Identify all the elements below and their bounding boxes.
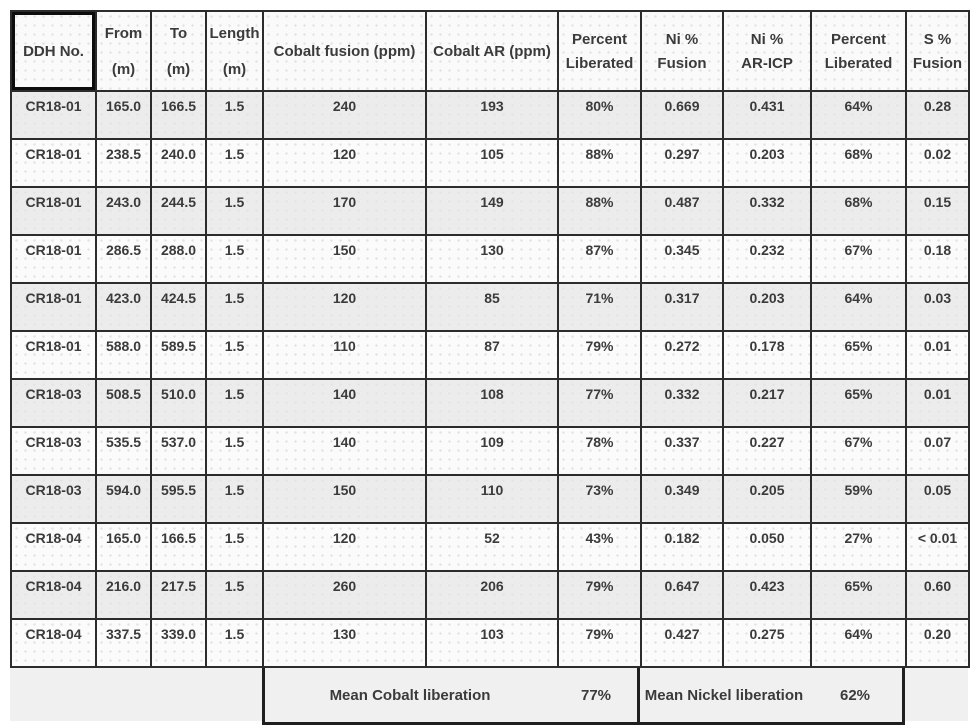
cell-cobalt-fusion-ppm: 120 — [263, 139, 426, 187]
cell-ni-pct-fusion: 0.332 — [641, 379, 723, 427]
table-row — [11, 283, 969, 331]
cell-from-m: 594.0 — [96, 475, 151, 523]
cell-ni-pct-ar-icp: 0.275 — [723, 619, 811, 667]
cell-cobalt-ar-ppm: 105 — [426, 139, 558, 187]
cell-to-m: 240.0 — [151, 139, 206, 187]
cell-cobalt-ar-ppm: 149 — [426, 187, 558, 235]
cell-ni-pct-ar-icp: 0.178 — [723, 331, 811, 379]
cell-to-m: 166.5 — [151, 523, 206, 571]
cell-ddh-no: CR18-03 — [11, 427, 96, 475]
cell-cobalt-fusion-ppm: 140 — [263, 427, 426, 475]
cell-percent-liberated-cobalt: 87% — [558, 235, 641, 283]
cell-ddh-no: CR18-04 — [11, 619, 96, 667]
cell-percent-liberated-cobalt: 88% — [558, 187, 641, 235]
cell-cobalt-ar-ppm: 206 — [426, 571, 558, 619]
col-header-ni-pct-fusion: Ni % Fusion — [641, 11, 723, 91]
cell-cobalt-fusion-ppm: 260 — [263, 571, 426, 619]
cell-percent-liberated-cobalt: 78% — [558, 427, 641, 475]
col-header-ni-pct-ar-icp: Ni % AR-ICP — [723, 11, 811, 91]
cell-ni-pct-ar-icp: 0.203 — [723, 283, 811, 331]
mean-cobalt-liberation-value: 77% — [580, 686, 612, 704]
mean-cobalt-liberation-label: Mean Cobalt liberation — [329, 686, 491, 704]
cell-ddh-no: CR18-01 — [11, 187, 96, 235]
cell-ni-pct-ar-icp: 0.050 — [723, 523, 811, 571]
cell-ddh-no: CR18-03 — [11, 379, 96, 427]
cell-percent-liberated-cobalt: 77% — [558, 379, 641, 427]
cell-cobalt-ar-ppm: 193 — [426, 91, 558, 139]
cell-percent-liberated-cobalt: 73% — [558, 475, 641, 523]
cell-from-m: 286.5 — [96, 235, 151, 283]
cell-cobalt-fusion-ppm: 120 — [263, 283, 426, 331]
cell-length-m: 1.5 — [206, 91, 263, 139]
cell-ddh-no: CR18-01 — [11, 91, 96, 139]
table-row — [11, 523, 969, 571]
mean-nickel-liberation-cell — [640, 668, 905, 725]
cell-cobalt-fusion-ppm: 240 — [263, 91, 426, 139]
table-row — [11, 619, 969, 667]
cell-cobalt-ar-ppm: 85 — [426, 283, 558, 331]
cell-s-pct-fusion: 0.01 — [906, 379, 969, 427]
cell-cobalt-fusion-ppm: 130 — [263, 619, 426, 667]
cell-s-pct-fusion: 0.60 — [906, 571, 969, 619]
cell-ni-pct-fusion: 0.427 — [641, 619, 723, 667]
table-footer — [10, 668, 968, 725]
assay-results-table — [10, 10, 970, 668]
cell-cobalt-fusion-ppm: 120 — [263, 523, 426, 571]
cell-from-m: 508.5 — [96, 379, 151, 427]
cell-length-m: 1.5 — [206, 379, 263, 427]
cell-to-m: 339.0 — [151, 619, 206, 667]
cell-percent-liberated-nickel: 67% — [811, 235, 906, 283]
cell-from-m: 165.0 — [96, 91, 151, 139]
cell-s-pct-fusion: 0.20 — [906, 619, 969, 667]
cell-length-m: 1.5 — [206, 235, 263, 283]
cell-ni-pct-fusion: 0.647 — [641, 571, 723, 619]
cell-s-pct-fusion: 0.02 — [906, 139, 969, 187]
table-row — [11, 187, 969, 235]
cell-length-m: 1.5 — [206, 331, 263, 379]
table-row — [11, 379, 969, 427]
cell-length-m: 1.5 — [206, 139, 263, 187]
cell-from-m: 216.0 — [96, 571, 151, 619]
cell-percent-liberated-nickel: 65% — [811, 379, 906, 427]
cell-ni-pct-fusion: 0.345 — [641, 235, 723, 283]
cell-percent-liberated-cobalt: 79% — [558, 571, 641, 619]
cell-ni-pct-fusion: 0.182 — [641, 523, 723, 571]
table-row — [11, 475, 969, 523]
cell-ddh-no: CR18-01 — [11, 139, 96, 187]
cell-ni-pct-ar-icp: 0.431 — [723, 91, 811, 139]
cell-percent-liberated-nickel: 64% — [811, 283, 906, 331]
table-header — [11, 11, 969, 91]
cell-from-m: 535.5 — [96, 427, 151, 475]
table-row — [11, 427, 969, 475]
col-header-s-pct-fusion: S % Fusion — [906, 11, 969, 91]
cell-ni-pct-fusion: 0.317 — [641, 283, 723, 331]
cell-percent-liberated-cobalt: 71% — [558, 283, 641, 331]
cell-cobalt-ar-ppm: 52 — [426, 523, 558, 571]
cell-ni-pct-ar-icp: 0.205 — [723, 475, 811, 523]
cell-s-pct-fusion: 0.28 — [906, 91, 969, 139]
cell-to-m: 537.0 — [151, 427, 206, 475]
cell-ni-pct-ar-icp: 0.232 — [723, 235, 811, 283]
cell-percent-liberated-cobalt: 43% — [558, 523, 641, 571]
cell-from-m: 423.0 — [96, 283, 151, 331]
cell-ddh-no: CR18-04 — [11, 571, 96, 619]
footer-spacer-left — [10, 668, 262, 721]
mean-nickel-liberation-label: Mean Nickel liberation — [644, 686, 804, 704]
header-row — [11, 11, 969, 91]
cell-ddh-no: CR18-01 — [11, 235, 96, 283]
cell-s-pct-fusion: 0.15 — [906, 187, 969, 235]
cell-percent-liberated-nickel: 65% — [811, 331, 906, 379]
cell-to-m: 424.5 — [151, 283, 206, 331]
cell-from-m: 588.0 — [96, 331, 151, 379]
cell-percent-liberated-nickel: 64% — [811, 91, 906, 139]
cell-s-pct-fusion: 0.07 — [906, 427, 969, 475]
cell-length-m: 1.5 — [206, 523, 263, 571]
col-header-to-m: To (m) — [151, 11, 206, 91]
cell-cobalt-fusion-ppm: 140 — [263, 379, 426, 427]
table-row — [11, 91, 969, 139]
cell-ni-pct-ar-icp: 0.203 — [723, 139, 811, 187]
col-header-from-m: From (m) — [96, 11, 151, 91]
cell-ni-pct-fusion: 0.272 — [641, 331, 723, 379]
cell-ni-pct-ar-icp: 0.227 — [723, 427, 811, 475]
cell-to-m: 595.5 — [151, 475, 206, 523]
cell-percent-liberated-cobalt: 79% — [558, 331, 641, 379]
cell-s-pct-fusion: 0.01 — [906, 331, 969, 379]
col-header-cobalt-ar-ppm: Cobalt AR (ppm) — [426, 11, 558, 91]
col-header-ddh-no: DDH No. — [11, 11, 96, 91]
cell-cobalt-ar-ppm: 109 — [426, 427, 558, 475]
cell-ddh-no: CR18-01 — [11, 331, 96, 379]
cell-ni-pct-fusion: 0.487 — [641, 187, 723, 235]
cell-cobalt-ar-ppm: 103 — [426, 619, 558, 667]
cell-length-m: 1.5 — [206, 427, 263, 475]
cell-ni-pct-fusion: 0.337 — [641, 427, 723, 475]
footer-spacer-right — [905, 668, 968, 721]
cell-from-m: 238.5 — [96, 139, 151, 187]
mean-cobalt-liberation-cell — [262, 668, 640, 725]
cell-to-m: 589.5 — [151, 331, 206, 379]
cell-cobalt-ar-ppm: 130 — [426, 235, 558, 283]
cell-length-m: 1.5 — [206, 475, 263, 523]
cell-ni-pct-ar-icp: 0.423 — [723, 571, 811, 619]
cell-cobalt-fusion-ppm: 150 — [263, 475, 426, 523]
cell-to-m: 244.5 — [151, 187, 206, 235]
cell-percent-liberated-nickel: 68% — [811, 139, 906, 187]
table-row — [11, 331, 969, 379]
cell-from-m: 243.0 — [96, 187, 151, 235]
cell-percent-liberated-cobalt: 88% — [558, 139, 641, 187]
col-header-length-m: Length (m) — [206, 11, 263, 91]
cell-s-pct-fusion: 0.05 — [906, 475, 969, 523]
cell-cobalt-fusion-ppm: 150 — [263, 235, 426, 283]
table-row — [11, 235, 969, 283]
cell-from-m: 337.5 — [96, 619, 151, 667]
assay-results-table-container — [10, 10, 968, 725]
cell-to-m: 510.0 — [151, 379, 206, 427]
cell-ddh-no: CR18-01 — [11, 283, 96, 331]
cell-ni-pct-ar-icp: 0.332 — [723, 187, 811, 235]
cell-length-m: 1.5 — [206, 187, 263, 235]
col-header-percent-liberated-cobalt: Percent Liberated — [558, 11, 641, 91]
cell-cobalt-ar-ppm: 87 — [426, 331, 558, 379]
cell-length-m: 1.5 — [206, 619, 263, 667]
cell-from-m: 165.0 — [96, 523, 151, 571]
cell-s-pct-fusion: 0.03 — [906, 283, 969, 331]
cell-ni-pct-fusion: 0.669 — [641, 91, 723, 139]
cell-cobalt-ar-ppm: 108 — [426, 379, 558, 427]
cell-ni-pct-fusion: 0.297 — [641, 139, 723, 187]
col-header-percent-liberated-nickel: Percent Liberated — [811, 11, 906, 91]
cell-percent-liberated-nickel: 68% — [811, 187, 906, 235]
col-header-cobalt-fusion-ppm: Cobalt fusion (ppm) — [263, 11, 426, 91]
cell-s-pct-fusion: < 0.01 — [906, 523, 969, 571]
cell-percent-liberated-nickel: 64% — [811, 619, 906, 667]
cell-s-pct-fusion: 0.18 — [906, 235, 969, 283]
cell-ddh-no: CR18-03 — [11, 475, 96, 523]
cell-length-m: 1.5 — [206, 283, 263, 331]
cell-length-m: 1.5 — [206, 571, 263, 619]
mean-nickel-liberation-value: 62% — [839, 686, 871, 704]
cell-to-m: 166.5 — [151, 91, 206, 139]
cell-ni-pct-fusion: 0.349 — [641, 475, 723, 523]
cell-cobalt-fusion-ppm: 110 — [263, 331, 426, 379]
table-row — [11, 139, 969, 187]
cell-to-m: 288.0 — [151, 235, 206, 283]
cell-percent-liberated-nickel: 65% — [811, 571, 906, 619]
cell-ni-pct-ar-icp: 0.217 — [723, 379, 811, 427]
cell-percent-liberated-nickel: 27% — [811, 523, 906, 571]
table-row — [11, 571, 969, 619]
cell-percent-liberated-cobalt: 79% — [558, 619, 641, 667]
cell-cobalt-fusion-ppm: 170 — [263, 187, 426, 235]
table-body — [11, 91, 969, 667]
cell-cobalt-ar-ppm: 110 — [426, 475, 558, 523]
cell-percent-liberated-cobalt: 80% — [558, 91, 641, 139]
cell-ddh-no: CR18-04 — [11, 523, 96, 571]
cell-percent-liberated-nickel: 59% — [811, 475, 906, 523]
cell-to-m: 217.5 — [151, 571, 206, 619]
cell-percent-liberated-nickel: 67% — [811, 427, 906, 475]
